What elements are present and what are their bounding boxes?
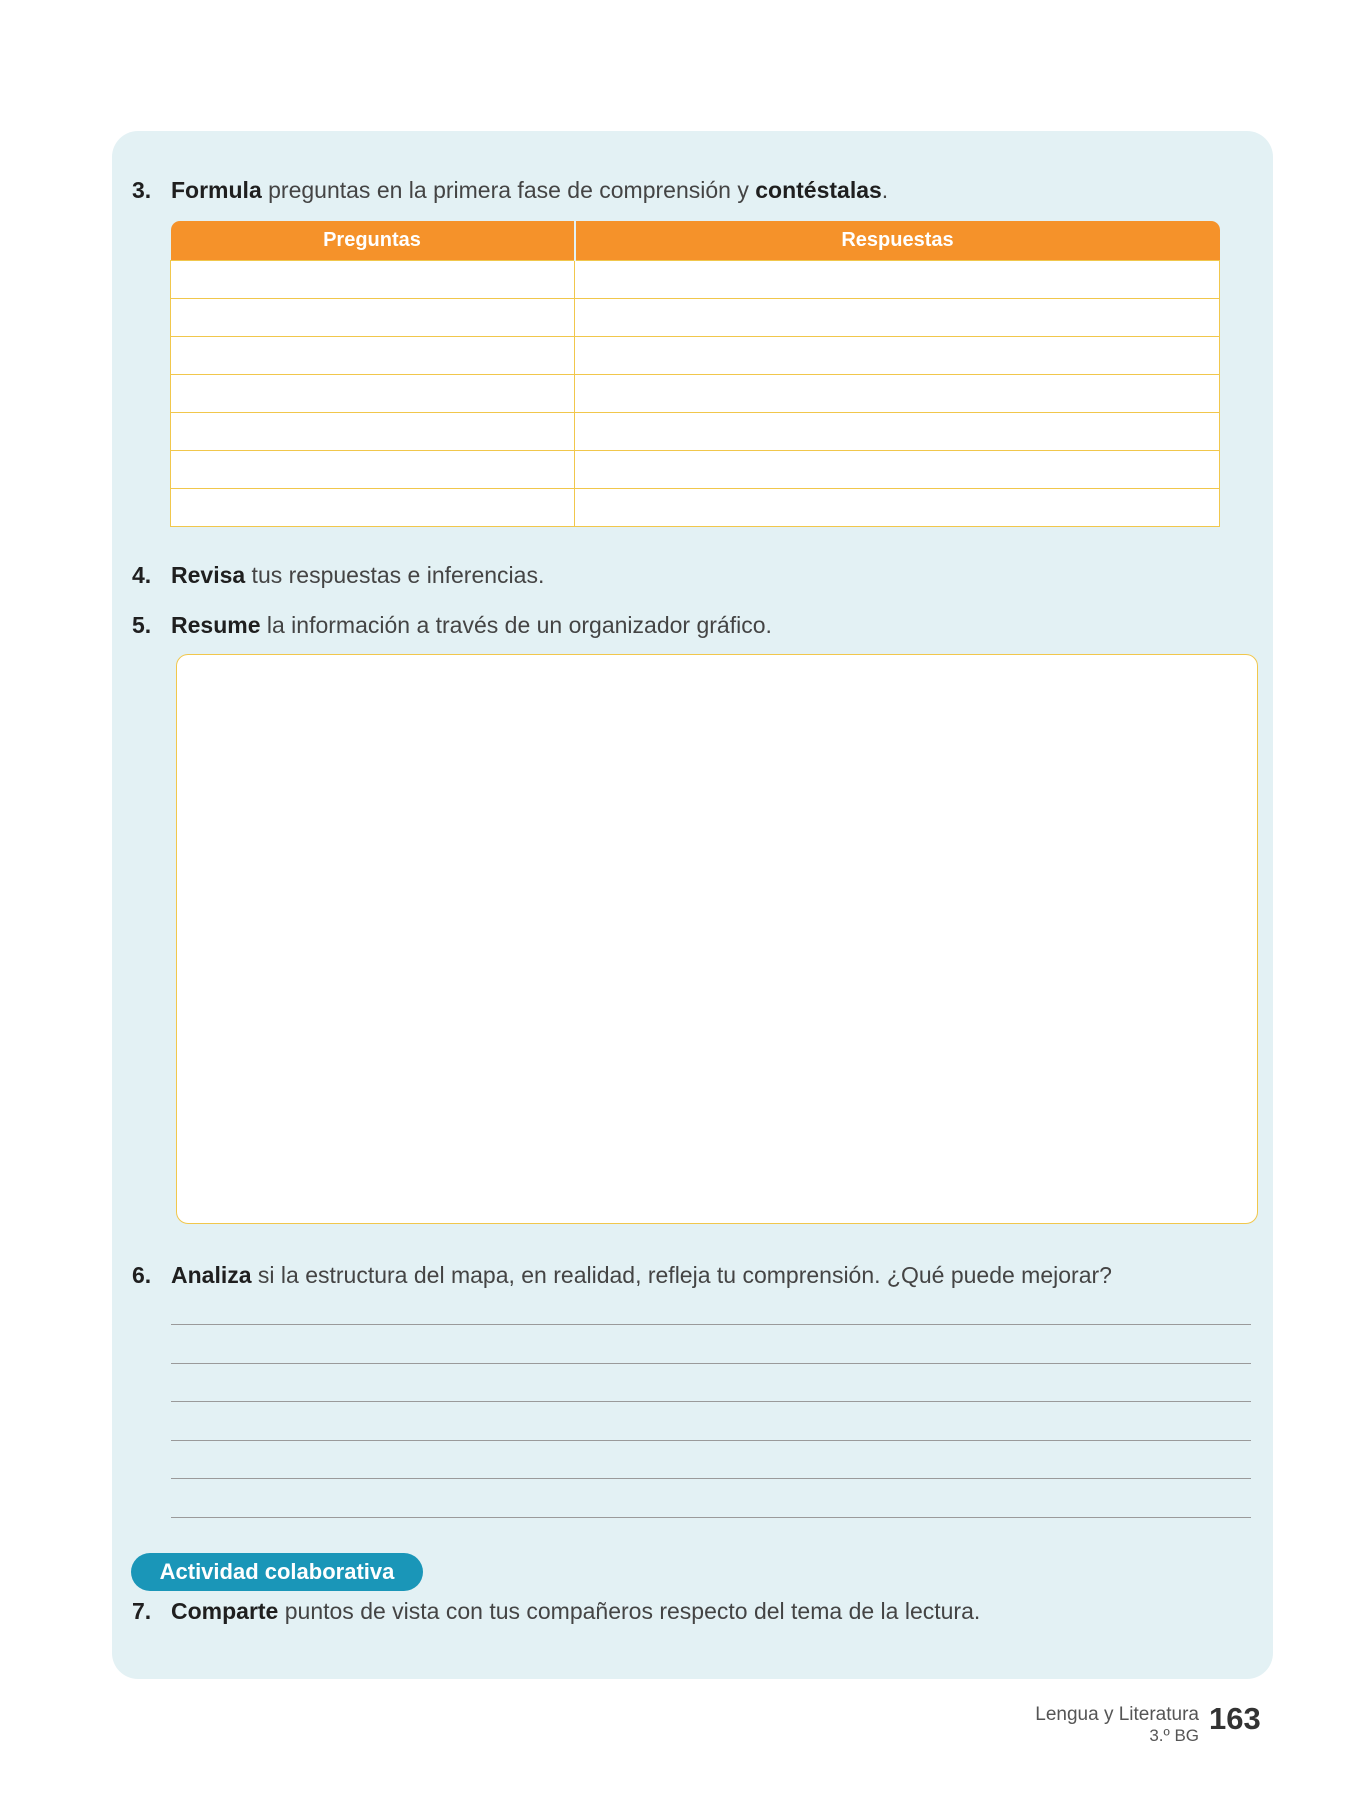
answer-line[interactable] (171, 1517, 1251, 1518)
table-row (171, 413, 1220, 451)
table-row (171, 451, 1220, 489)
instruction-4 (132, 560, 544, 590)
table-row (171, 337, 1220, 375)
item-verb: Resume (171, 612, 261, 638)
item-text: la información a través de un organizador gráfico. (260, 612, 772, 638)
item-verb: Analiza (171, 1262, 252, 1288)
instruction-7 (132, 1596, 980, 1626)
answer-line[interactable] (171, 1401, 1251, 1402)
answer-line[interactable] (171, 1440, 1251, 1441)
question-cell[interactable] (171, 337, 575, 375)
item-number: 7. (132, 1598, 152, 1624)
table-row (171, 489, 1220, 527)
item-text: puntos de vista con tus compañeros respecto del tema de la lectura. (278, 1598, 981, 1624)
item-text: tus respuestas e inferencias. (245, 562, 545, 588)
answer-line[interactable] (171, 1478, 1251, 1479)
graphic-organizer-area[interactable] (176, 654, 1258, 1224)
answer-line[interactable] (171, 1324, 1251, 1325)
item-tail: . (881, 177, 889, 203)
footer-subject: Lengua y Literatura (1035, 1704, 1199, 1725)
question-cell[interactable] (171, 413, 575, 451)
header-preguntas: Preguntas (171, 221, 575, 261)
header-respuestas: Respuestas (575, 221, 1220, 261)
table-row (171, 375, 1220, 413)
item-verb: Comparte (171, 1598, 279, 1624)
answer-cell[interactable] (575, 261, 1220, 299)
item-number: 4. (132, 562, 152, 588)
table-row (171, 261, 1220, 299)
item-number: 6. (132, 1262, 152, 1288)
question-cell[interactable] (171, 489, 575, 527)
table-header-row (171, 221, 1220, 261)
question-cell[interactable] (171, 299, 575, 337)
item-number: 3. (132, 177, 152, 203)
answer-cell[interactable] (575, 337, 1220, 375)
question-cell[interactable] (171, 261, 575, 299)
instruction-3 (132, 175, 888, 205)
footer-grade: 3.º BG (1149, 1726, 1199, 1745)
item-verb: Formula (171, 177, 262, 203)
answer-cell[interactable] (575, 375, 1220, 413)
instruction-6 (132, 1260, 1112, 1290)
instruction-5 (132, 610, 772, 640)
answer-cell[interactable] (575, 489, 1220, 527)
question-cell[interactable] (171, 375, 575, 413)
table-row (171, 299, 1220, 337)
item-text: si la estructura del mapa, en realidad, refleja tu comprensión. ¿Qué puede mejorar? (251, 1262, 1112, 1288)
answer-cell[interactable] (575, 451, 1220, 489)
answer-line[interactable] (171, 1363, 1251, 1364)
item-bold-end: contéstalas (755, 177, 882, 203)
item-verb: Revisa (171, 562, 246, 588)
collaborative-activity-badge: Actividad colaborativa (131, 1553, 423, 1591)
item-text: preguntas en la primera fase de comprensión y (261, 177, 756, 203)
answer-cell[interactable] (575, 299, 1220, 337)
questions-answers-table (170, 221, 1220, 527)
answer-cell[interactable] (575, 413, 1220, 451)
question-cell[interactable] (171, 451, 575, 489)
page-number: 163 (1209, 1701, 1261, 1736)
item-number: 5. (132, 612, 152, 638)
